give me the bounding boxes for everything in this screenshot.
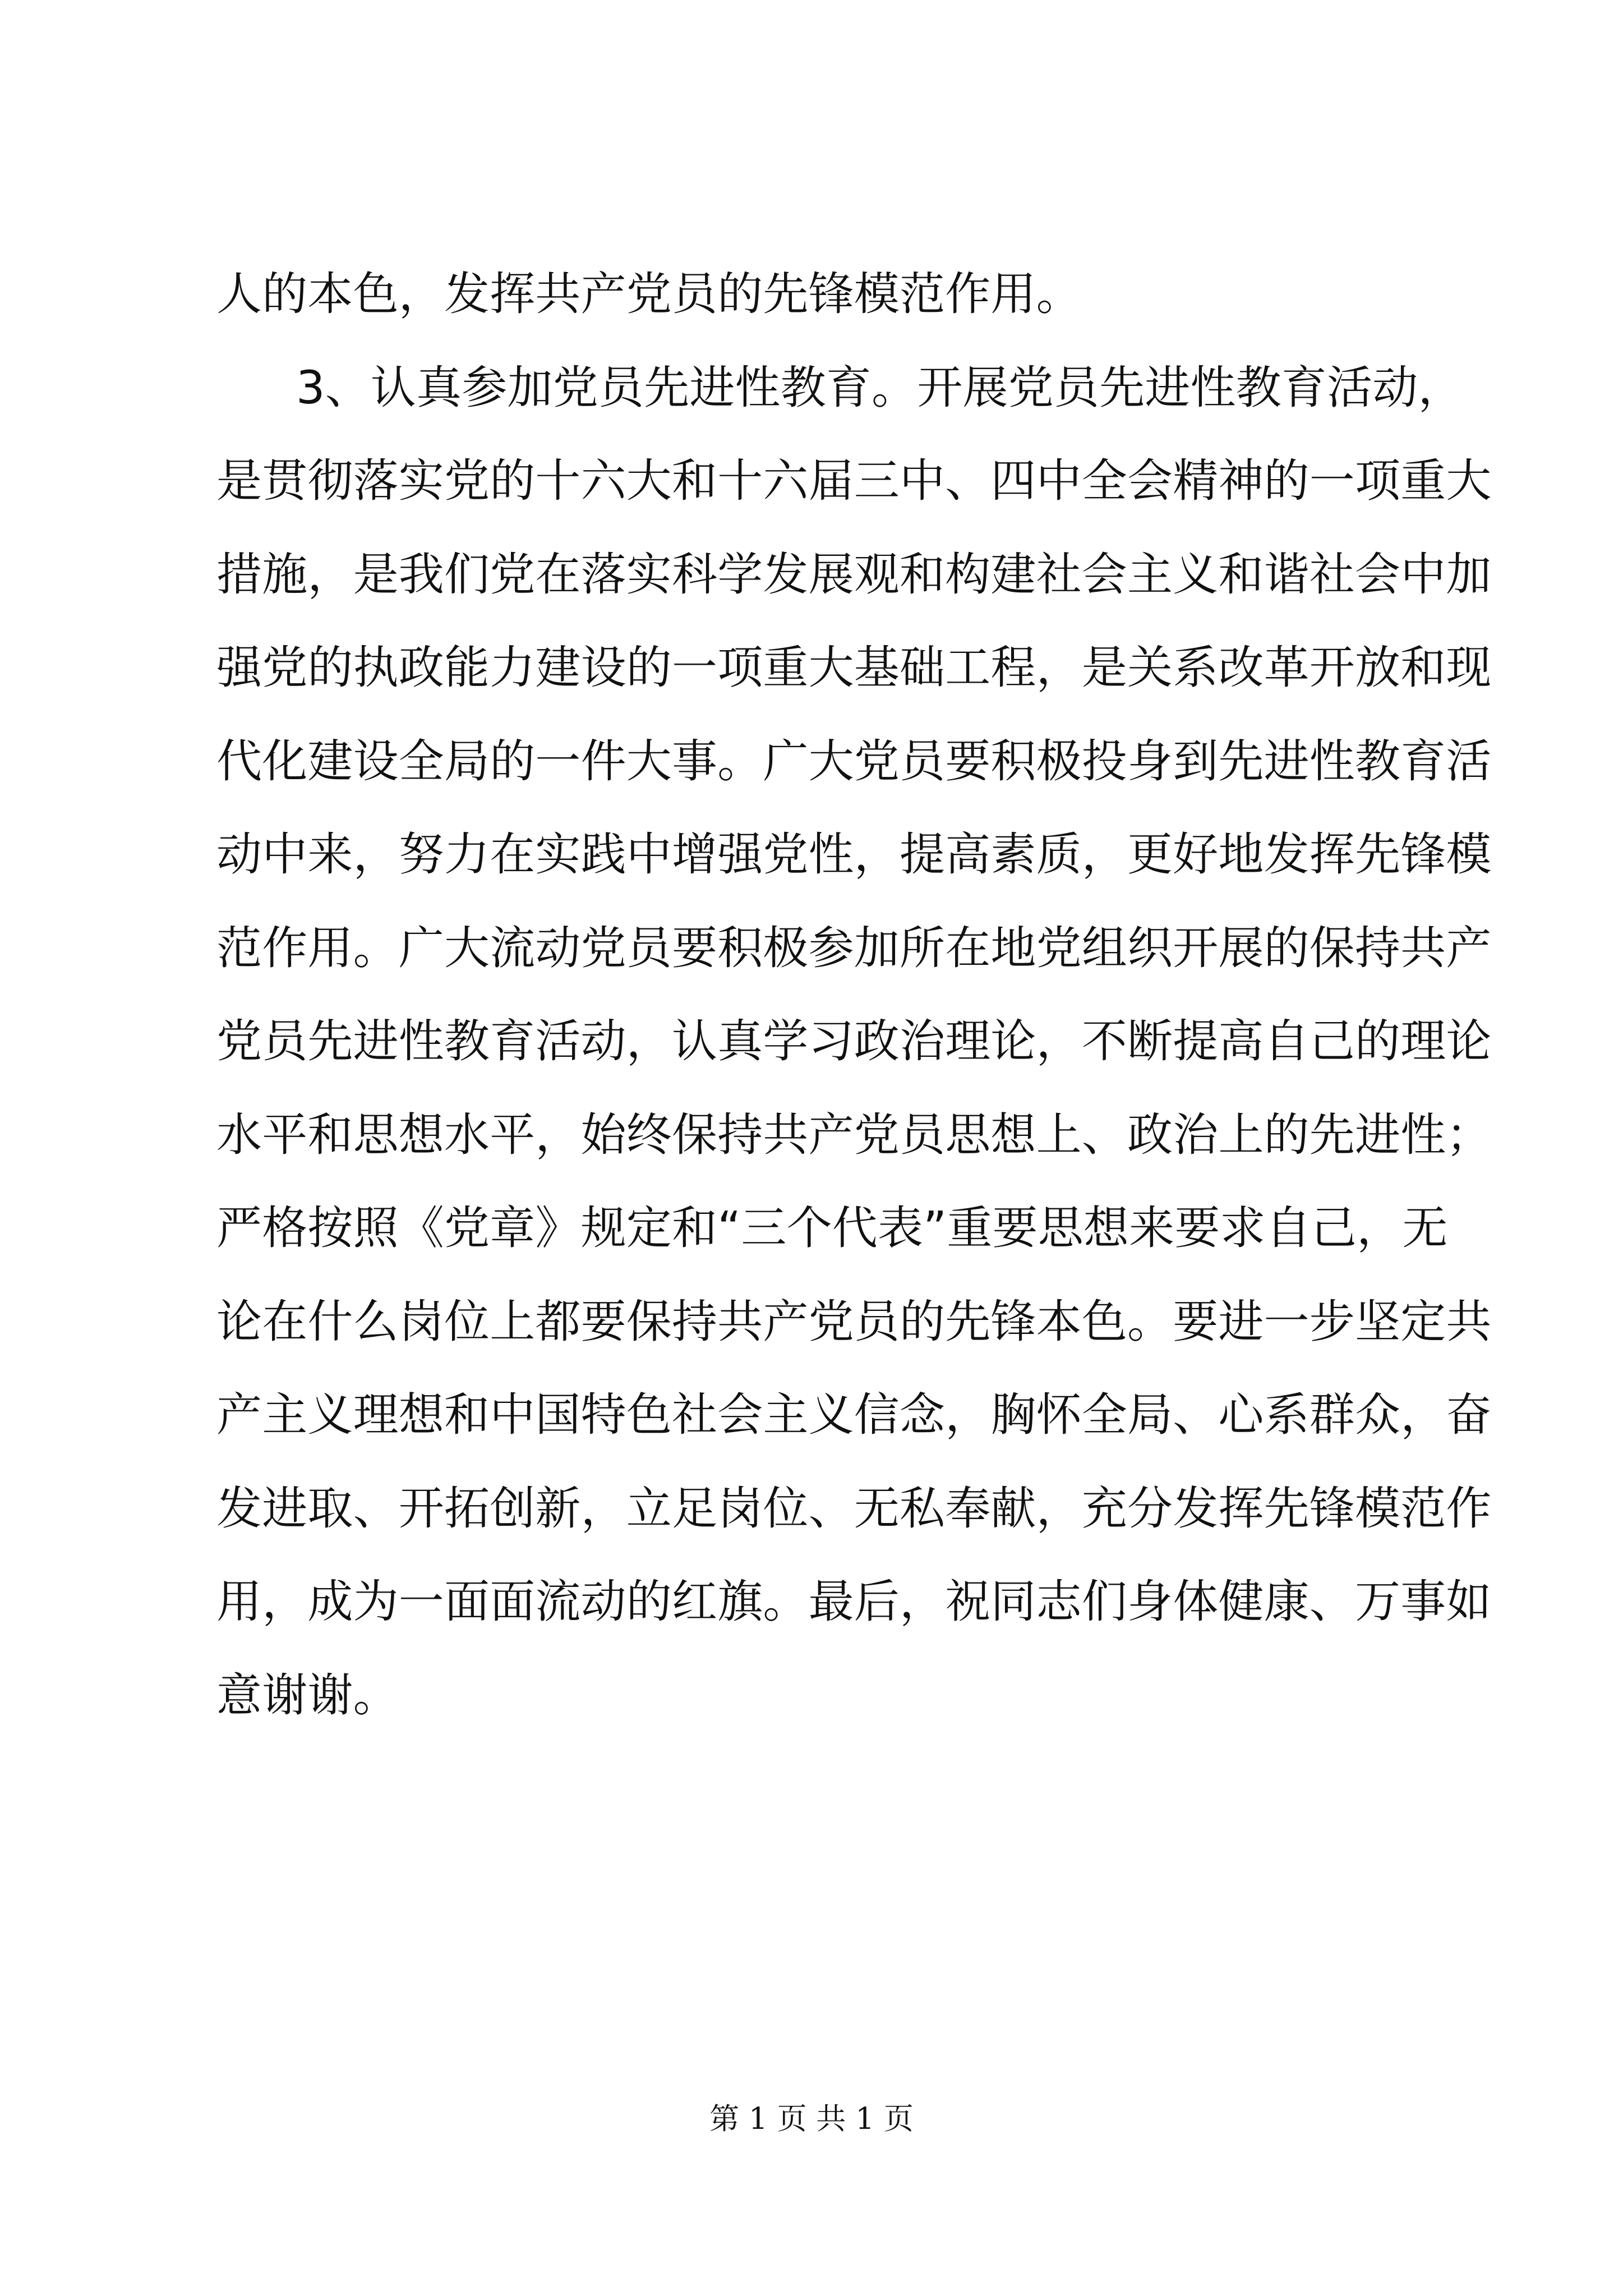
text-line: 范作用。广大流动党员要积极参加所在地党组织开展的保持共产 — [216, 922, 1492, 975]
text-line: 用，成为一面面流动的红旗。最后，祝同志们身体健康、万事如 — [216, 1576, 1492, 1628]
text-line: 强党的执政能力建设的一项重大基础工程，是关系改革开放和现 — [216, 642, 1492, 694]
text-line: 动中来，努力在实践中增强党性，提高素质，更好地发挥先锋模 — [216, 829, 1492, 881]
text-line: 党员先进性教育活动，认真学习政治理论，不断提高自己的理论 — [216, 1015, 1492, 1068]
text-line: 人的本色，发挥共产党员的先锋模范作用。 — [216, 268, 1082, 321]
text-line: 发进取、开拓创新，立足岗位、无私奉献，充分发挥先锋模范作 — [216, 1483, 1492, 1535]
text-line: 3、认真参加党员先进性教育。开展党员先进性教育活动， — [296, 362, 1464, 415]
text-line: 措施，是我们党在落实科学发展观和构建社会主义和谐社会中加 — [216, 549, 1492, 601]
text-line: 论在什么岗位上都要保持共产党员的先锋本色。要进一步坚定共 — [216, 1296, 1492, 1349]
text-line: 意谢谢。 — [216, 1669, 399, 1722]
text-line: 代化建设全局的一件大事。广大党员要积极投身到先进性教育活 — [216, 735, 1492, 788]
text-line: 产主义理想和中国特色社会主义信念，胸怀全局、心系群众，奋 — [216, 1389, 1492, 1442]
text-line: 严格按照《党章》规定和“三个代表”重要思想来要求自己，无 — [216, 1202, 1448, 1255]
text-line: 是贯彻落实党的十六大和十六届三中、四中全会精神的一项重大 — [216, 455, 1492, 508]
text-line: 水平和思想水平，始终保持共产党员思想上、政治上的先进性； — [216, 1109, 1492, 1162]
page-number-footer: 第 1 页 共 1 页 — [709, 2102, 914, 2136]
